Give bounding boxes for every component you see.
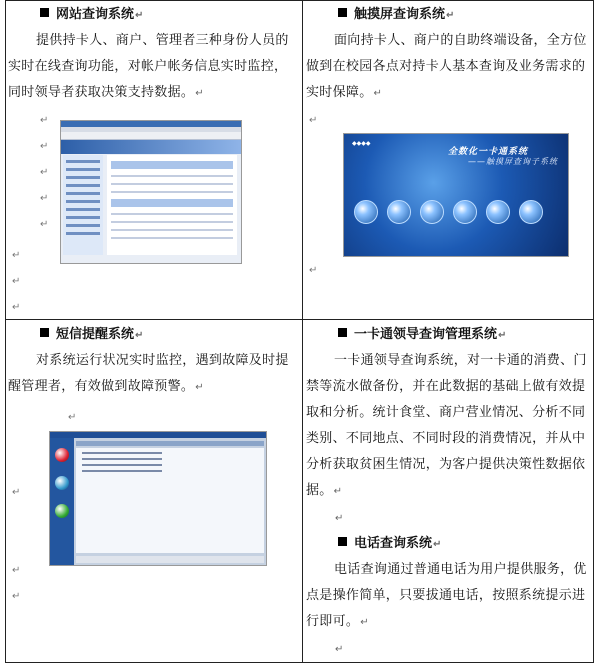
- paragraph-marks: ↵ ↵ ↵ ↵ ↵: [40, 115, 49, 230]
- row-divider: [5, 319, 594, 320]
- menu-globe-icon: [519, 200, 543, 224]
- heading-text: 电话查询系统: [354, 536, 433, 551]
- website-screenshot-image: [60, 120, 242, 264]
- bullet-square-icon: [40, 328, 49, 337]
- section-paragraph: 一卡通领导查询系统，对一卡通的消费、门禁等流水做备份，并在此数据的基础上做有效提取和分析。统计食堂、商户营业情况、分析不同类别、不同地点、不同时段的消费情况，并从中分析获取贫困生情况，为客户提供决策性数据依据。↵: [306, 353, 587, 498]
- image-subtitle: ——触摸屏查询子系统: [468, 157, 558, 166]
- section-heading: 触摸屏查询系统↵: [306, 2, 592, 28]
- menu-globe-icon: [354, 200, 378, 224]
- section-heading: 电话查询系统↵: [306, 531, 592, 557]
- sms-system-screenshot-image: [49, 431, 267, 566]
- heading-text: 触摸屏查询系统: [354, 7, 446, 22]
- paragraph-marks: ↵ ↵ ↵: [12, 250, 21, 313]
- image-title: 全数化一卡通系统: [448, 147, 529, 157]
- menu-globe-icon: [420, 200, 444, 224]
- section-heading: 短信提醒系统↵: [8, 322, 300, 348]
- paragraph-marks: ↵: [309, 115, 318, 126]
- bullet-square-icon: [338, 8, 347, 17]
- logo-icon: ◆◆◆◆: [352, 140, 371, 147]
- paragraph-marks: ↵: [309, 265, 318, 276]
- bullet-square-icon: [338, 328, 347, 337]
- heading-text: 短信提醒系统: [56, 327, 135, 342]
- heading-text: 网站查询系统: [56, 7, 135, 22]
- bullet-square-icon: [40, 8, 49, 17]
- menu-globe-icon: [486, 200, 510, 224]
- menu-globe-icon: [387, 200, 411, 224]
- touch-screen-image: [343, 133, 569, 257]
- paragraph-marks: ↵ ↵ ↵: [12, 487, 21, 602]
- section-heading: 一卡通领导查询管理系统↵: [306, 322, 592, 348]
- bullet-square-icon: [338, 537, 347, 546]
- section-paragraph: 提供持卡人、商户、管理者三种身份人员的实时在线查询功能，对帐户帐务信息实时监控，同时领导者获取决策支持数据。↵: [8, 33, 289, 100]
- cell-leader-query: 一卡通领导查询管理系统↵ 一卡通领导查询系统，对一卡通的消费、门禁等流水做备份，并在此数据的基础上做有效提取和分析。统计食堂、商户营业情况、分析不同类别、不同地点、不同时段的消费情况，并从中分析获取贫困生情况，为客户提供决策性数据依据。↵ ↵ 电话查询系统↵ 电话查询通过普通电话为用户提供服务，优点是操作简单，只要拔通电话，按照系统提示进行即可。↵ ↵: [306, 322, 592, 660]
- section-paragraph: 电话查询通过普通电话为用户提供服务，优点是操作简单，只要拔通电话，按照系统提示进行即可。↵: [306, 562, 587, 629]
- menu-globe-icon: [453, 200, 477, 224]
- column-divider: [302, 0, 303, 663]
- section-heading: 网站查询系统↵: [8, 2, 300, 28]
- section-paragraph: 对系统运行状况实时监控，遇到故障及时提醒管理者，有效做到故障预警。↵: [8, 353, 289, 394]
- section-paragraph: 面向持卡人、商户的自助终端设备，全方位做到在校园各点对持卡人基本查询及业务需求的实时保障。↵: [306, 33, 587, 100]
- heading-text: 一卡通领导查询管理系统: [354, 327, 498, 342]
- paragraph-marks: ↵: [68, 412, 77, 423]
